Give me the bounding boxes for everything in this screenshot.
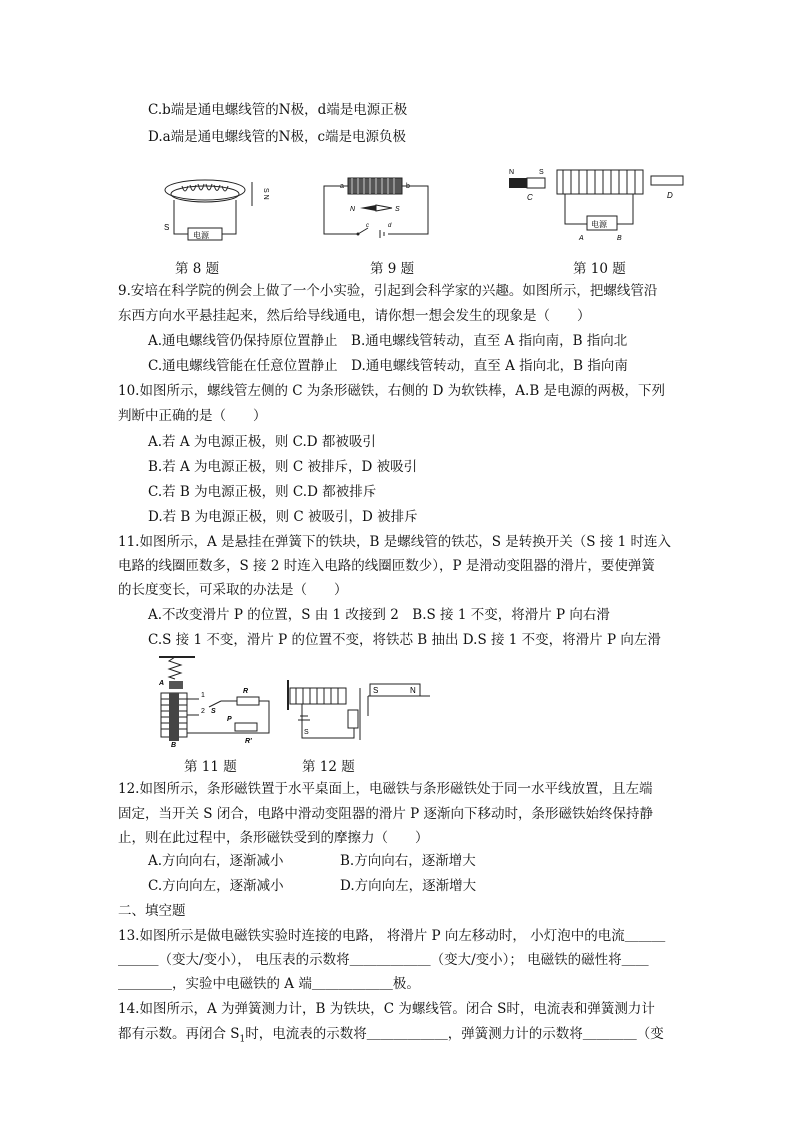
fig9-n-label: N <box>350 206 356 213</box>
q10-option-d: D.若 B 为电源正极，则 C 被吸引，D 被排斥 <box>148 509 418 525</box>
fig10-n-label: N <box>509 169 515 176</box>
q10-stem-line1: 10.如图所示，螺线管左侧的 C 为条形磁铁，右侧的 D 为软铁棒，A.B 是电源的两极，下列 <box>118 383 666 399</box>
q14-line1: 14.如图所示，A 为弹簧测力计，B 为铁块，C 为螺线管。闭合 S时，电流表和弹簧测力计 <box>118 1001 655 1017</box>
fig11-r-label: R <box>243 688 249 695</box>
q12-option-a: A.方向向右，逐渐减小 <box>148 853 284 869</box>
fig12-s-label: S <box>373 686 379 695</box>
q14-line2-subscript: 1 <box>239 1034 246 1045</box>
q9-stem-line1: 9.安培在科学院的例会上做了一个小实验，引起到会科学家的兴趣。如图所示，把螺线管沿 <box>118 283 658 299</box>
q11-options-ab: A.不改变滑片 P 的位置，S 由 1 改接到 2 B.S 接 1 不变，将滑片 P 向右滑 <box>148 607 610 623</box>
fig10-s-label: S <box>539 169 544 176</box>
q8-option-d: D.a端是通电螺线管的N极，c端是电源负极 <box>148 129 407 145</box>
q13-line1: 13.如图所示是做电磁铁实验时连接的电路， 将滑片 P 向左移动时， 小灯泡中的电流＿＿＿ <box>118 928 666 944</box>
q12-stem-line3: 止，则在此过程中，条形磁铁受到的摩擦力（ ） <box>118 830 429 846</box>
fig8-s-label: S <box>164 223 170 232</box>
fig8-sn-label: S N <box>262 188 269 200</box>
q12-option-d: D.方向向左，逐渐增大 <box>340 878 477 894</box>
fig12-n-label: N <box>410 686 416 695</box>
fig11-a-label: A <box>159 680 165 687</box>
q12-option-b: B.方向向右，逐渐增大 <box>340 853 476 869</box>
q9-options-cd: C.通电螺线管能在任意位置静止 D.通电螺线管转动，直至 A 指向北，B 指向南 <box>148 358 628 374</box>
q13-line3: ＿＿＿＿，实验中电磁铁的 A 端＿＿＿＿＿＿极。 <box>118 976 420 992</box>
fig9-a-label: a <box>340 183 344 190</box>
fig11-p-label: P <box>227 716 232 723</box>
fig11-r2-label: R′ <box>245 738 252 745</box>
fig10-power-label: 电源 <box>591 220 607 229</box>
figure-10-caption: 第 10 题 <box>573 261 626 277</box>
fig11-2-label: 2 <box>201 708 205 715</box>
fig12-switch-label: S <box>304 729 309 736</box>
figure-10-diagram <box>505 162 685 244</box>
figure-11-caption: 第 11 题 <box>184 759 237 775</box>
q12-stem-line2: 固定，当开关 S 闭合，电路中滑动变阻器的滑片 P 逐渐向下移动时，条形磁铁始终保持静 <box>118 806 653 822</box>
figure-8-diagram <box>160 168 270 250</box>
figure-9-diagram <box>318 172 434 244</box>
figure-9-caption: 第 9 题 <box>370 261 415 277</box>
q9-stem-line2: 东西方向水平悬挂起来，然后给导线通电，请你想一想会发生的现象是（ ） <box>118 308 591 324</box>
q11-stem-line2: 电路的线圈匝数多，S 接 2 时连入电路的线圈匝数少），P 是滑动变阻器的滑片，要使弹簧 <box>118 558 655 574</box>
q10-option-b: B.若 A 为电源正极，则 C 被排斥，D 被吸引 <box>148 459 418 475</box>
fig9-b-label: b <box>406 183 410 190</box>
figure-8-caption: 第 8 题 <box>175 261 220 277</box>
section-fill-in-title: 二、填空题 <box>118 903 186 919</box>
q12-stem-line1: 12.如图所示，条形磁铁置于水平桌面上，电磁铁与条形磁铁处于同一水平线放置，且左端 <box>118 781 653 797</box>
figure-12-caption: 第 12 题 <box>302 759 355 775</box>
q8-option-c: C.b端是通电螺线管的N极，d端是电源正极 <box>148 102 408 118</box>
q10-stem-line2: 判断中正确的是（ ） <box>118 408 267 424</box>
fig10-c-label: C <box>527 193 533 202</box>
fig11-1-label: 1 <box>201 692 205 699</box>
fig11-s-label: S <box>211 708 216 715</box>
q10-option-a: A.若 A 为电源正极，则 C.D 都被吸引 <box>148 434 376 450</box>
fig10-a-label: A <box>579 235 584 242</box>
q10-option-c: C.若 B 为电源正极，则 C.D 都被排斥 <box>148 484 377 500</box>
q13-line2: ＿＿＿（变大/变小）， 电压表的示数将＿＿＿＿＿＿（变大/变小）； 电磁铁的磁性将＿＿ <box>118 952 649 968</box>
q12-option-c: C.方向向左，逐渐减小 <box>148 878 284 894</box>
q14-line2-end: 时，电流表的示数将＿＿＿＿＿＿，弹簧测力计的示数将＿＿＿＿（变 <box>245 1026 664 1042</box>
q14-line2-start: 都有示数。再闭合 S <box>118 1026 240 1042</box>
q11-options-cd: C.S 接 1 不变，滑片 P 的位置不变，将铁芯 B 抽出 D.S 接 1 不变，将滑片 P 向左滑 <box>148 632 661 648</box>
fig9-c-label: c <box>366 223 369 229</box>
figure-11-diagram <box>155 655 275 749</box>
fig9-s-label: S <box>395 206 400 213</box>
q14-line2 <box>118 1025 664 1049</box>
fig9-d-label: d <box>388 223 392 229</box>
q11-stem-line3: 的长度变长，可采取的办法是（ ） <box>118 582 348 598</box>
fig8-power-label: 电源 <box>193 231 209 240</box>
fig10-d-label: D <box>667 191 673 200</box>
fig11-b-label: B <box>171 742 177 749</box>
fig10-b-label: B <box>617 235 622 242</box>
q11-stem-line1: 11.如图所示，A 是悬挂在弹簧下的铁块，B 是螺线管的铁芯，S 是转换开关（S 接 1 时连入 <box>118 534 671 550</box>
figure-12-diagram <box>284 676 432 746</box>
q9-options-ab: A.通电螺线管仍保持原位置静止 B.通电螺线管转动，直至 A 指向南，B 指向北 <box>148 333 628 349</box>
